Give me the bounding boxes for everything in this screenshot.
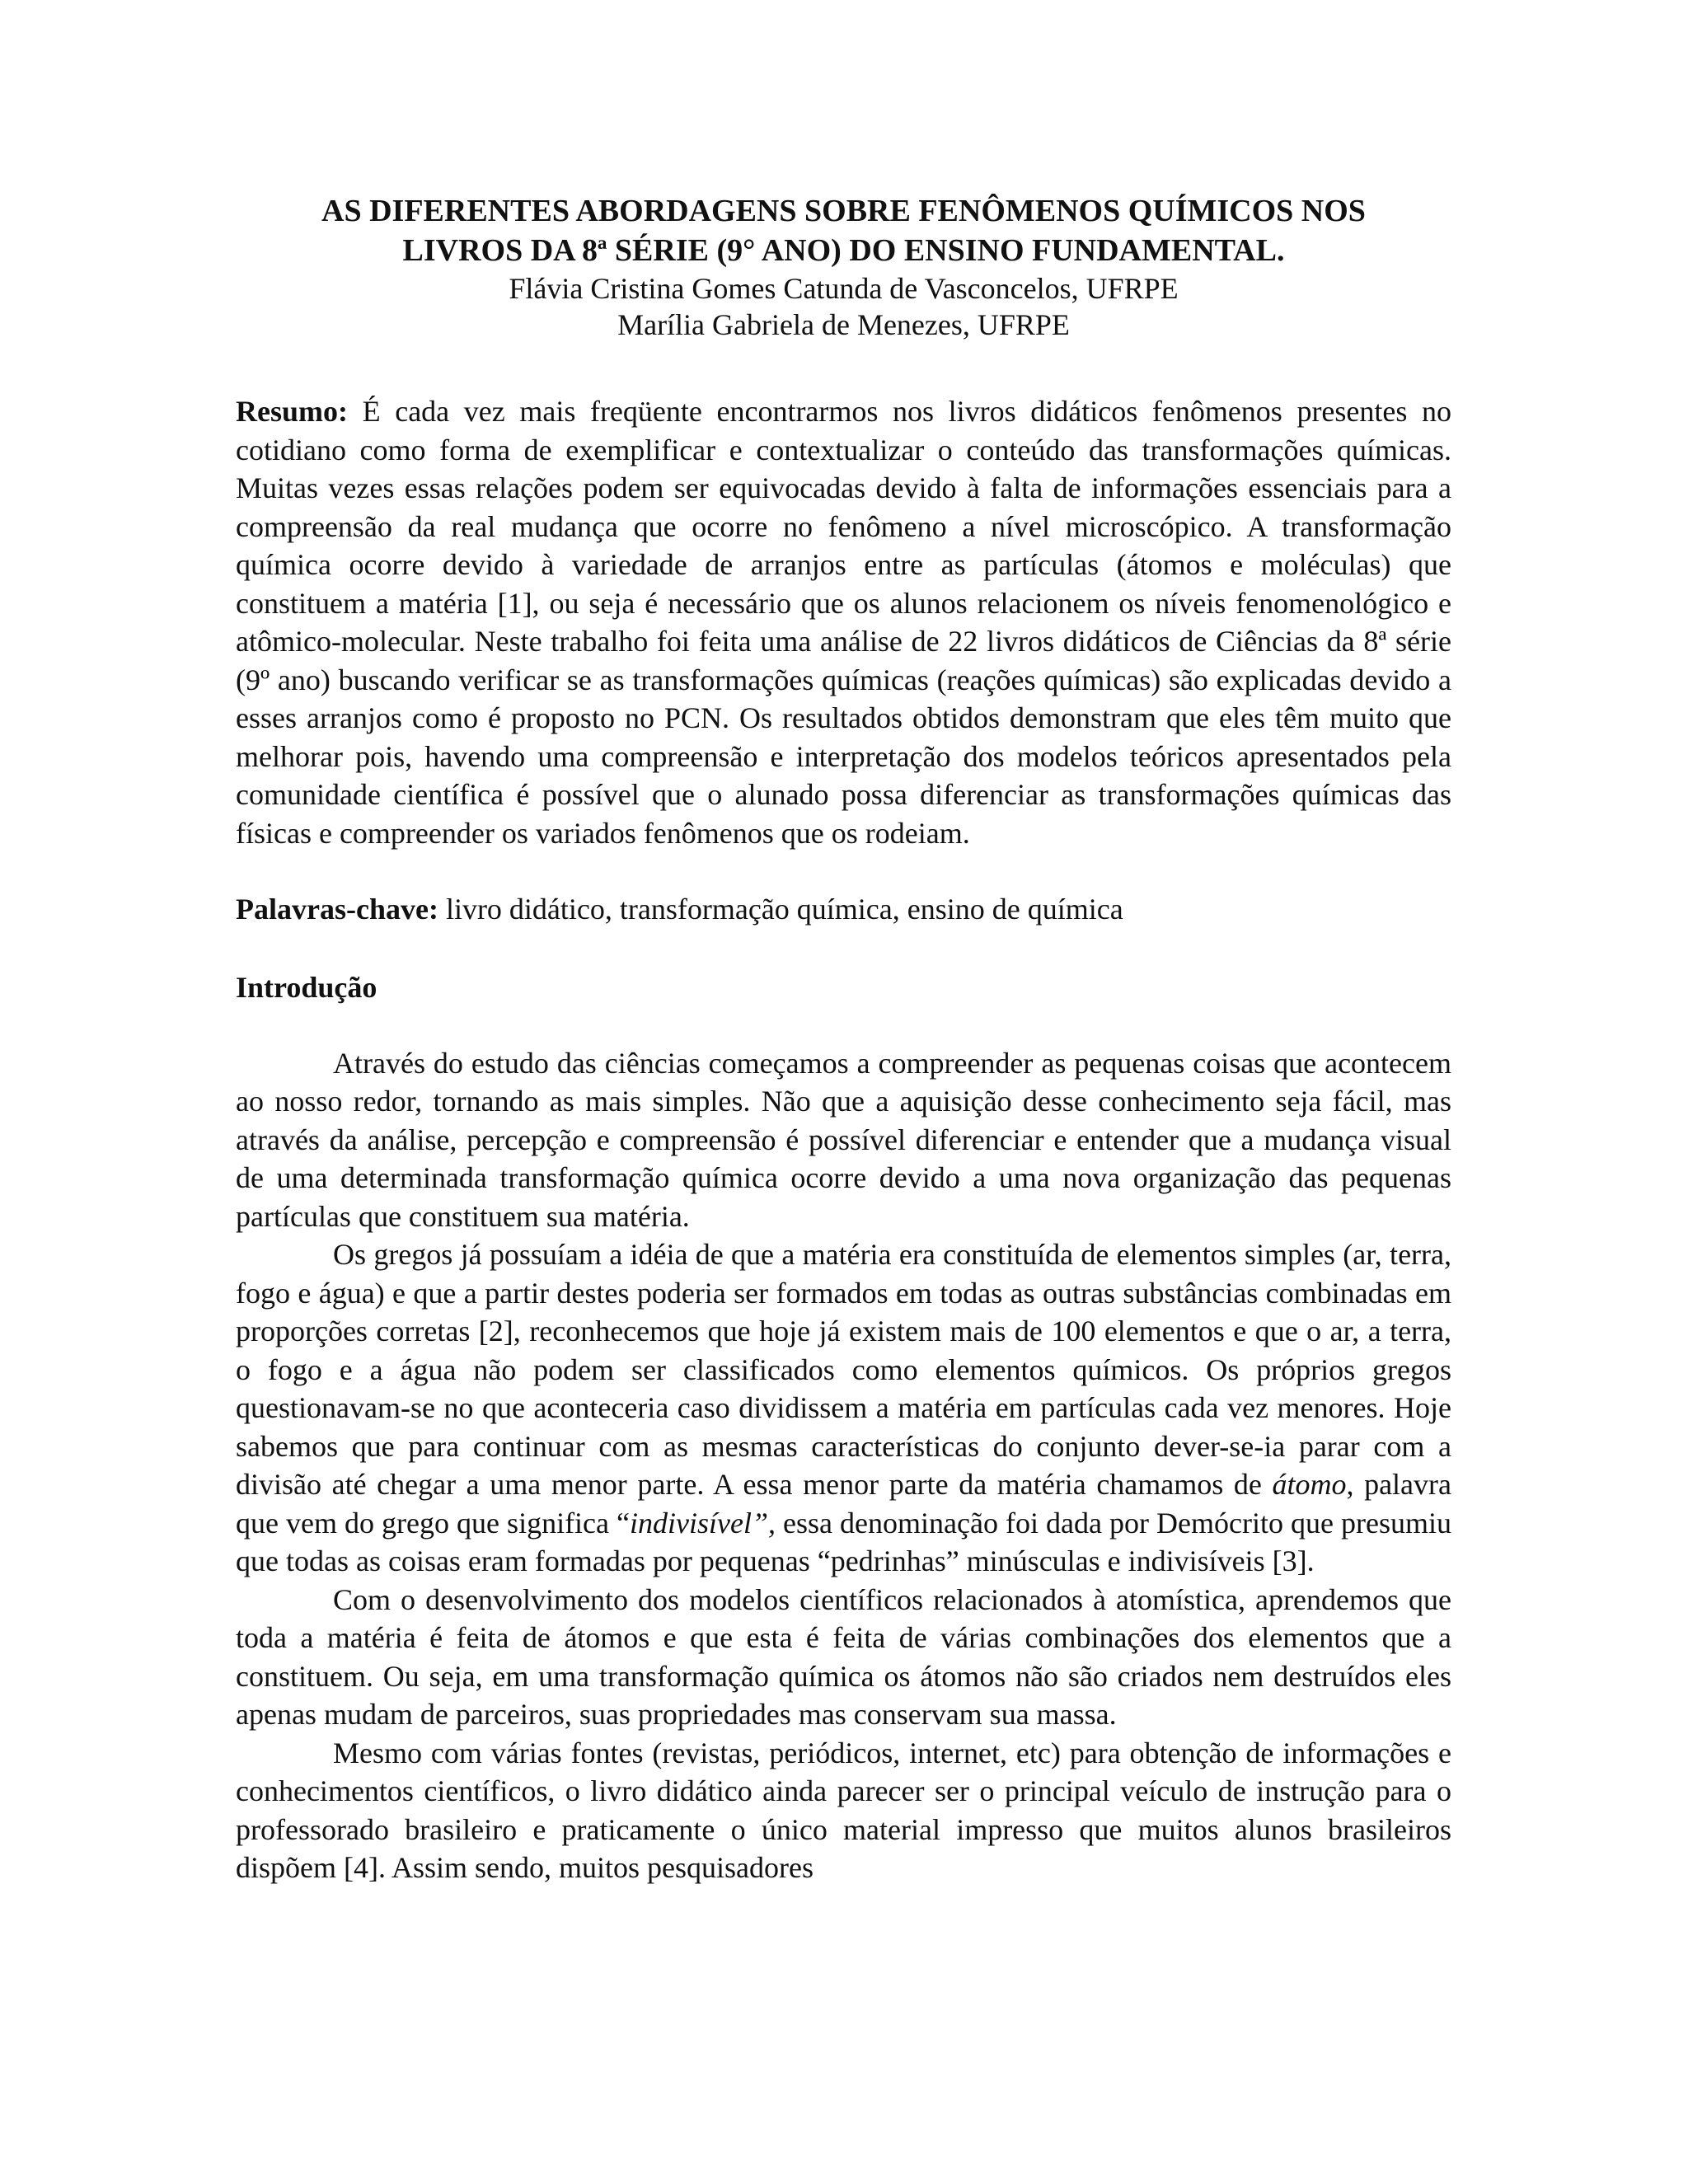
intro-p2-part-c: essa denominação foi dada por Demócrito que presumiu que todas as coisas eram formadas por pequenas “pedrinhas” minúsculas e indivisíveis [3]. (236, 1506, 1451, 1577)
section-heading-introducao: Introdução (236, 970, 377, 1004)
intro-paragraph-1: Através do estudo das ciências começamos a compreender as pequenas coisas que acontecem ao nosso redor, tornando as mais simples. Não que a aquisição desse conhecimento seja fácil, mas através da análise, percepção e compreensão é possível diferenciar e entender que a mudança visual de uma determinada transformação química ocorre devido a uma nova organização das pequenas partículas que constituem sua matéria. (236, 1046, 1451, 1233)
intro-paragraph-4: Mesmo com várias fontes (revistas, periódicos, internet, etc) para obtenção de informações e conhecimentos científicos, o livro didático ainda parecer ser o principal veículo de instrução para o professorado brasileiro e praticamente o único material impresso que muitos alunos brasileiros dispõem [4]. Assim sendo, muitos pesquisadores (236, 1736, 1451, 1884)
keywords-text: livro didático, transformação química, ensino de química (445, 893, 1123, 926)
paper-title-line-2: LIVROS DA 8ª SÉRIE (9° ANO) DO ENSINO FUNDAMENTAL. (402, 233, 1285, 268)
intro-paragraph-2 (236, 1235, 1451, 1581)
authors-block (236, 270, 1451, 343)
author-1: Flávia Cristina Gomes Catunda de Vasconcelos, UFRPE (509, 272, 1179, 305)
abstract-text: É cada vez mais freqüente encontrarmos nos livros didáticos fenômenos presentes no cotidiano como forma de exemplificar e contextualizar o conteúdo das transformações químicas. Muitas vezes essas relações podem ser equivocadas devido à falta de informações essenciais para a compreensão da real mudança que ocorre no fenômeno a nível microscópico. A transformação química ocorre devido à variedade de arranjos entre as partículas (átomos e moléculas) que constituem a matéria [1], ou seja é necessário que os alunos relacionem os níveis fenomenológico e atômico-molecular. Neste trabalho foi feita uma análise de 22 livros didáticos de Ciências da 8ª série (9º ano) buscando verificar se as transformações químicas (reações químicas) são explicadas devido a esses arranjos como é proposto no PCN. Os resultados obtidos demonstram que eles têm muito que melhorar pois, havendo uma compreensão e interpretação dos modelos teóricos apresentados pela comunidade científica é possível que o alunado possa diferenciar as transformações químicas das físicas e compreender os variados fenômenos que os rodeiam. (236, 395, 1451, 850)
keywords-paragraph (236, 890, 1451, 929)
term-indivisivel: indivisível”, (630, 1506, 776, 1540)
intro-p2-part-a: Os gregos já possuíam a idéia de que a matéria era constituída de elementos simples (ar, terra, fogo e água) e que a partir destes poderia ser formados em todas as outras substâncias combinadas em proporções corretas [2], reconhecemos que hoje já existem mais de 100 elementos e que o ar, a terra, o fogo e a água não podem ser classificados como elementos químicos. Os próprios gregos questionavam-se no que aconteceria caso dividissem a matéria em partículas cada vez menores. Hoje sabemos que para continuar com as mesmas características do conjunto dever-se-ia parar com a divisão até chegar a uma menor parte. A essa menor parte da matéria chamamos de (236, 1238, 1451, 1501)
term-atomo: átomo (1272, 1468, 1347, 1501)
abstract-label: Resumo: (236, 395, 348, 428)
keywords-label: Palavras-chave: (236, 893, 438, 926)
abstract-paragraph (236, 392, 1451, 852)
page-content (236, 191, 1451, 1887)
intro-paragraph-3: Com o desenvolvimento dos modelos científicos relacionados à atomística, aprendemos que toda a matéria é feita de átomos e que esta é feita de várias combinações dos elementos que a constituem. Ou seja, em uma transformação química os átomos não são criados nem destruídos eles apenas mudam de parceiros, suas propriedades mas conservam sua massa. (236, 1582, 1451, 1731)
intro-p2-part-b: , palavra que vem do grego que significa “ (236, 1468, 1451, 1540)
author-2: Marília Gabriela de Menezes, UFRPE (617, 308, 1070, 341)
paper-title-line-1: AS DIFERENTES ABORDAGENS SOBRE FENÔMENOS QUÍMICOS NOS (321, 194, 1366, 228)
